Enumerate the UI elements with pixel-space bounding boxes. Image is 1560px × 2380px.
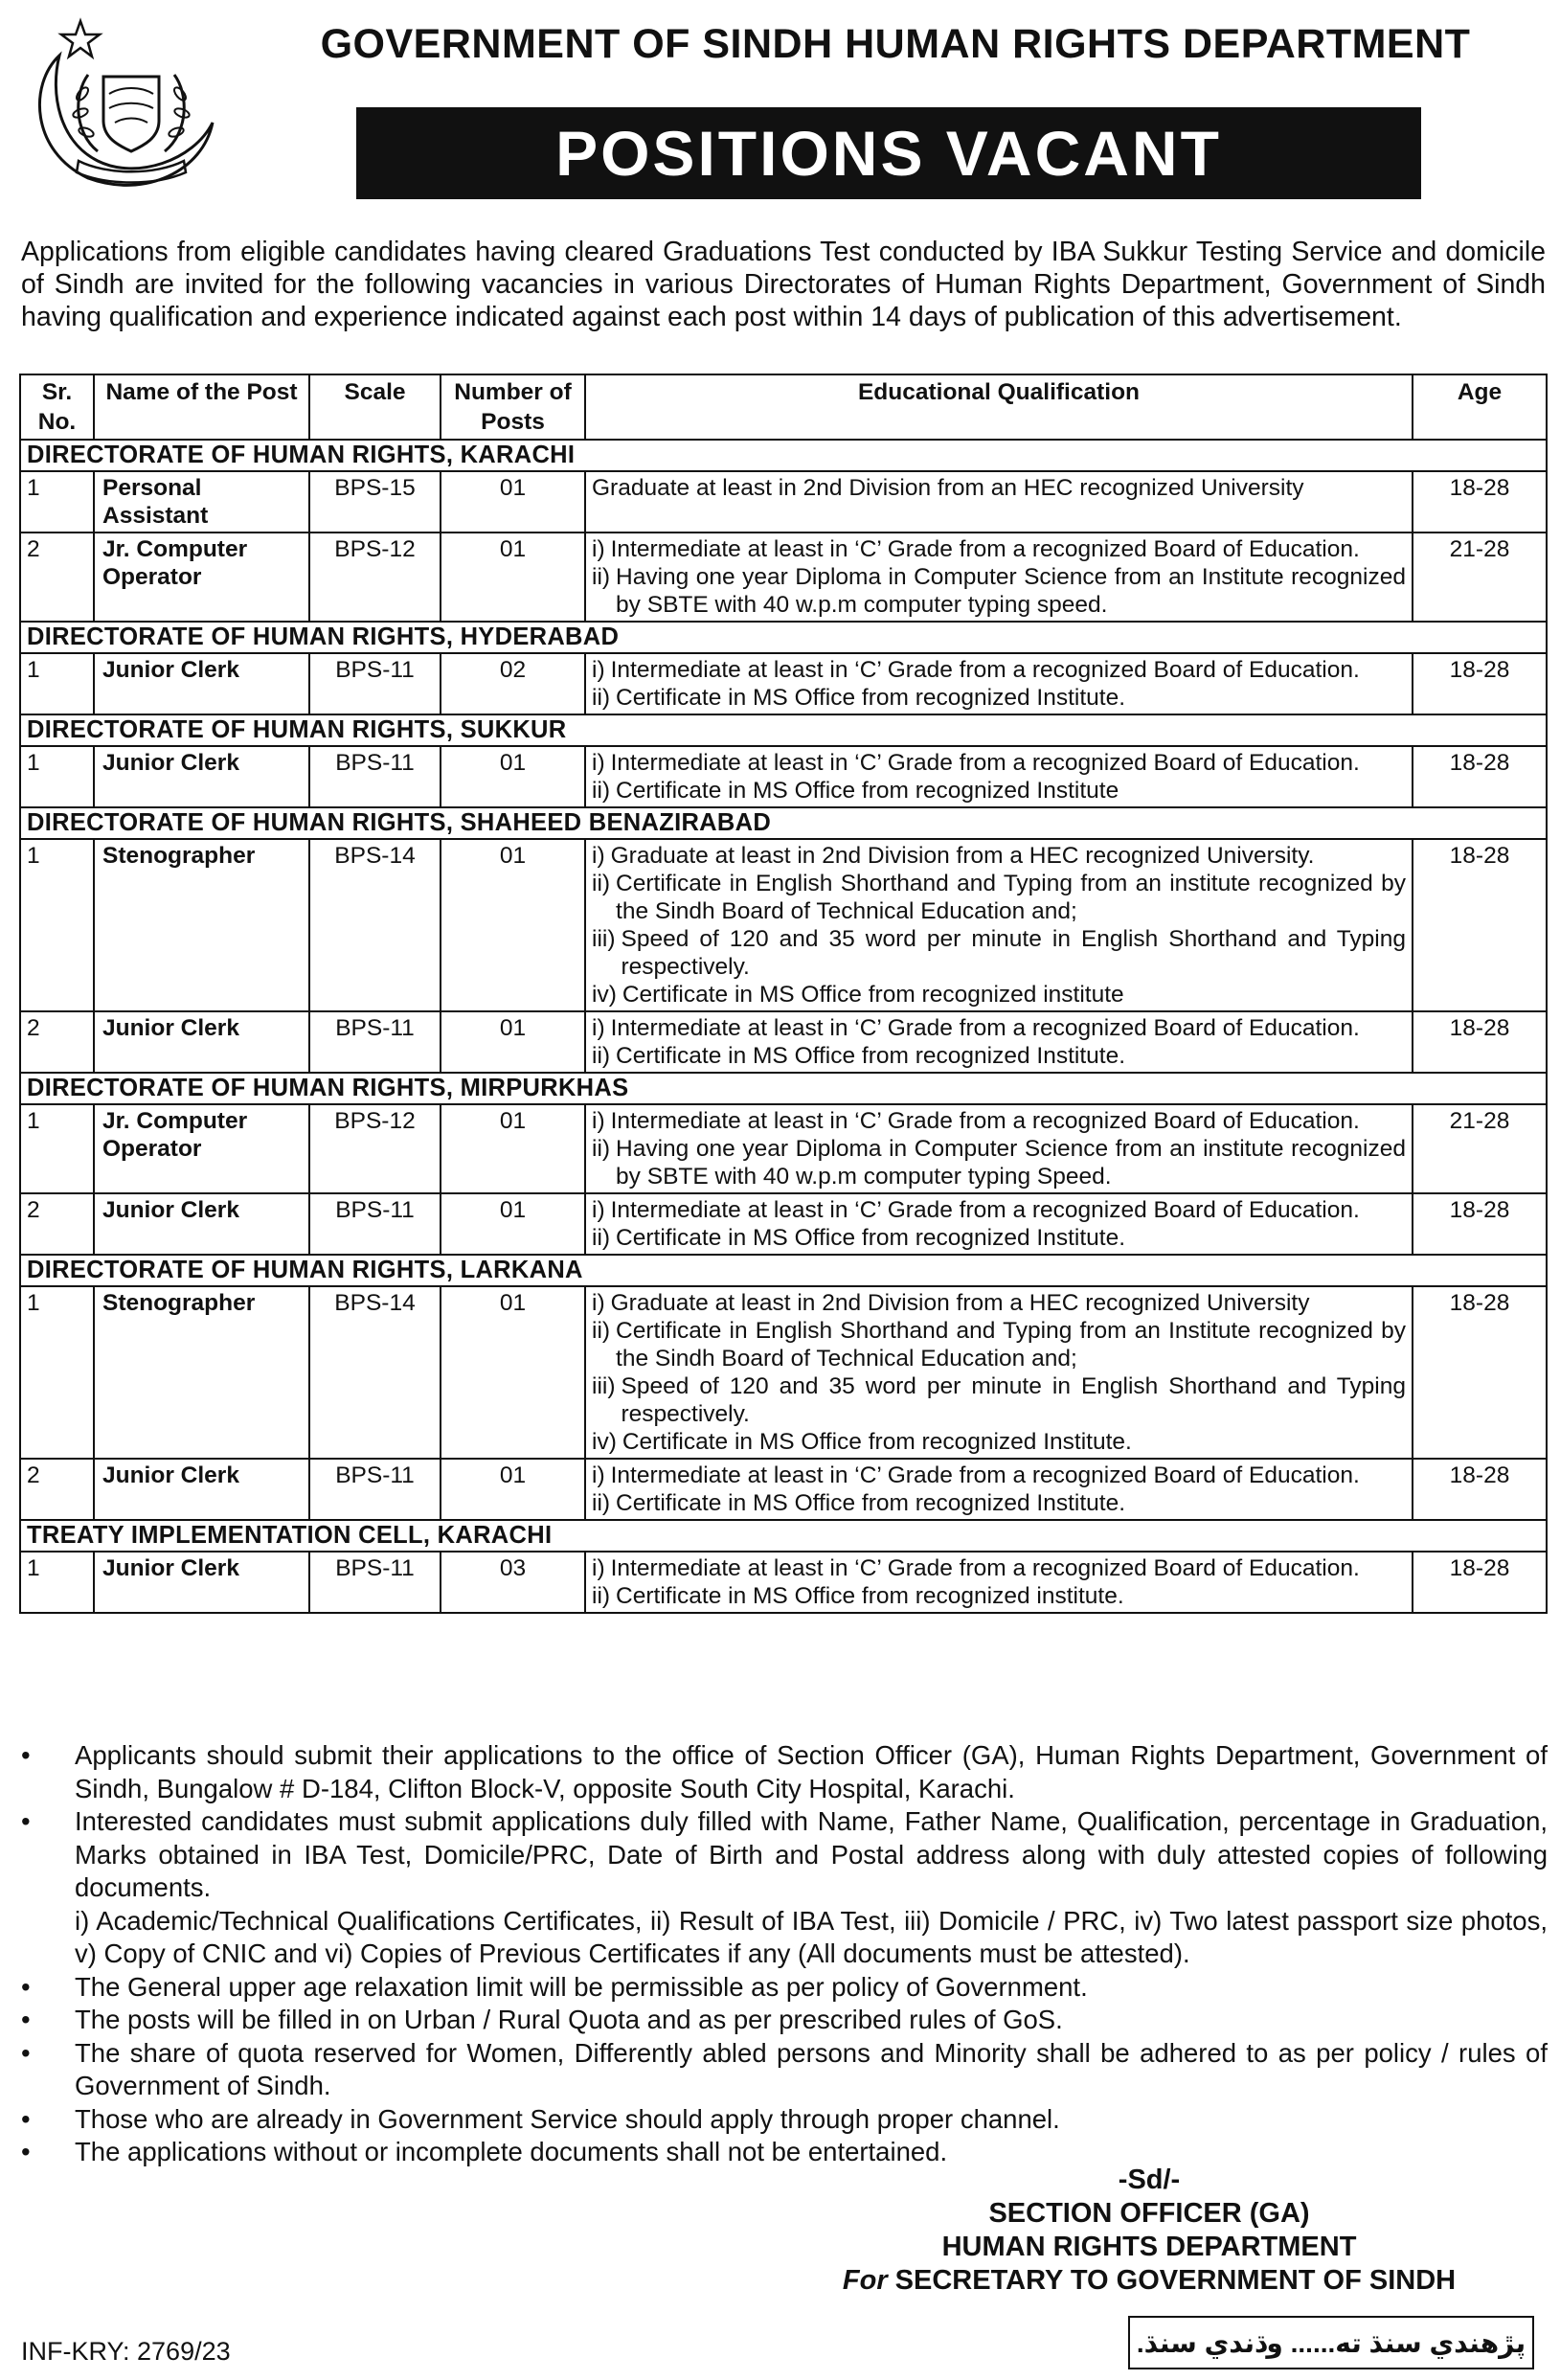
qualification-text: Intermediate at least in ‘C’ Grade from a recognized Board of Education. — [610, 750, 1360, 776]
cell-scale: BPS-11 — [309, 1459, 441, 1520]
qualification-number: ii) — [592, 1225, 611, 1251]
cell-number-of-posts: 01 — [441, 1011, 585, 1073]
cell-number-of-posts: 01 — [441, 1193, 585, 1255]
cell-scale: BPS-14 — [309, 839, 441, 1011]
bullet-icon: • — [21, 1740, 31, 1770]
qualification-text: Graduate at least in 2nd Division from a HEC recognized University — [610, 1290, 1310, 1316]
qualification-number: ii) — [592, 1490, 611, 1516]
cell-scale: BPS-11 — [309, 1011, 441, 1073]
qualification-item — [592, 1135, 1406, 1190]
cell-qualification — [585, 1459, 1413, 1520]
cell-sr-no: 2 — [20, 1011, 94, 1073]
qualification-text: Having one year Diploma in Computer Science from an institute recognized by SBTE with 40 w.p.m computer typing Speed. — [616, 1136, 1406, 1190]
instruction-text: The share of quota reserved for Women, Differently abled persons and Minority shall be adhered to as per policy / rules of Government of Sindh. — [75, 2037, 1548, 2100]
qualification-item — [592, 1372, 1406, 1428]
vacancies-table-body — [20, 440, 1547, 1613]
qualification-item — [592, 981, 1406, 1009]
section-header-row — [20, 440, 1547, 471]
cell-age: 18-28 — [1413, 839, 1547, 1011]
section-title: DIRECTORATE OF HUMAN RIGHTS, SUKKUR — [20, 714, 1547, 746]
qualification-text: Certificate in MS Office from recognized Institute. — [616, 1225, 1126, 1251]
cell-age: 21-28 — [1413, 533, 1547, 622]
cell-scale: BPS-11 — [309, 1552, 441, 1613]
qualification-item — [592, 1014, 1406, 1042]
qualification-text: Intermediate at least in ‘C’ Grade from a recognized Board of Education. — [610, 1462, 1360, 1488]
qualification-text: Speed of 120 and 35 word per minute in English Shorthand and Typing respectively. — [621, 1373, 1406, 1427]
cell-age: 18-28 — [1413, 746, 1547, 807]
cell-age: 21-28 — [1413, 1104, 1547, 1193]
intro-paragraph: Applications from eligible candidates having cleared Graduations Test conducted by IBA Sukkur Testing Service and domicile of Sindh are invited for the following vacancies in various Directorates of Human Rights Department, Government of Sindh having qualification and experience indicated against each post within 14 days of publication of this advertisement. — [21, 237, 1546, 332]
sindhi-slogan-box — [1128, 2316, 1534, 2369]
cell-qualification — [585, 746, 1413, 807]
cell-scale: BPS-12 — [309, 1104, 441, 1193]
bullet-icon: • — [21, 1806, 31, 1836]
cell-number-of-posts: 01 — [441, 471, 585, 533]
signature-for-text: SECRETARY TO GOVERNMENT OF SINDH — [894, 2265, 1457, 2296]
qualification-item — [592, 1582, 1406, 1610]
qualification-text: Graduate at least in 2nd Division from a HEC recognized University. — [610, 843, 1315, 869]
instructions-list — [21, 1739, 1548, 2169]
cell-qualification — [585, 533, 1413, 622]
signature-for-word: For — [842, 2265, 888, 2296]
table-row — [20, 1286, 1547, 1459]
qualification-item — [592, 1196, 1406, 1224]
qualification-number: i) — [592, 1290, 605, 1316]
cell-qualification — [585, 1552, 1413, 1613]
positions-vacant-banner: POSITIONS VACANT — [356, 107, 1421, 199]
cell-sr-no: 1 — [20, 471, 94, 533]
qualification-item — [592, 1317, 1406, 1372]
instruction-item — [21, 1739, 1548, 1805]
qualification-item — [592, 842, 1406, 870]
table-row — [20, 471, 1547, 533]
cell-sr-no: 1 — [20, 746, 94, 807]
qualification-text: Intermediate at least in ‘C’ Grade from a recognized Board of Education. — [610, 657, 1360, 683]
qualification-item — [592, 777, 1406, 805]
qualification-number: i) — [592, 1197, 605, 1223]
cell-age: 18-28 — [1413, 653, 1547, 714]
qualification-item — [592, 684, 1406, 712]
instruction-text: Interested candidates must submit applications duly filled with Name, Father Name, Qualification, percentage in Graduation, Marks obtained in IBA Test, Domicile/PRC, Date of Birth and Postal address along with duly attested copies of following documents. — [75, 1806, 1548, 1902]
cell-sr-no: 2 — [20, 1193, 94, 1255]
cell-post-name: Stenographer — [94, 839, 309, 1011]
cell-qualification — [585, 839, 1413, 1011]
cell-scale: BPS-11 — [309, 1193, 441, 1255]
vacancies-table — [19, 374, 1548, 1614]
qualification-text: Intermediate at least in ‘C’ Grade from a recognized Board of Education. — [610, 1108, 1360, 1134]
cell-sr-no: 2 — [20, 533, 94, 622]
government-of-sindh-emblem-icon — [21, 17, 234, 188]
qualification-item — [592, 925, 1406, 981]
qualification-number: ii) — [592, 564, 611, 590]
qualification-text: Having one year Diploma in Computer Science from an Institute recognized by SBTE with 40 w.p.m computer typing speed. — [616, 564, 1406, 618]
qualification-text: Intermediate at least in ‘C’ Grade from a recognized Board of Education. — [610, 1015, 1360, 1041]
section-header-row — [20, 714, 1547, 746]
qualification-number: iv) — [592, 982, 617, 1008]
section-title: DIRECTORATE OF HUMAN RIGHTS, HYDERABAD — [20, 622, 1547, 653]
signature-block — [785, 2164, 1513, 2298]
cell-post-name: Stenographer — [94, 1286, 309, 1459]
header-sr-no: Sr. No. — [20, 374, 94, 440]
bullet-icon: • — [21, 2037, 31, 2068]
cell-number-of-posts: 02 — [441, 653, 585, 714]
cell-scale: BPS-15 — [309, 471, 441, 533]
qualification-number: ii) — [592, 1318, 611, 1344]
qualification-number: i) — [592, 1462, 605, 1488]
qualification-text: Certificate in English Shorthand and Typing from an Institute recognized by the Sindh Board of Technical Education and; — [616, 1318, 1406, 1371]
cell-age: 18-28 — [1413, 1552, 1547, 1613]
cell-qualification — [585, 1011, 1413, 1073]
section-title: TREATY IMPLEMENTATION CELL, KARACHI — [20, 1520, 1547, 1552]
qualification-number: iii) — [592, 926, 616, 952]
cell-qualification — [585, 653, 1413, 714]
instruction-item — [21, 1971, 1548, 2005]
cell-post-name: Jr. Computer Operator — [94, 1104, 309, 1193]
signature-for-line — [785, 2264, 1513, 2298]
required-documents-list: i) Academic/Technical Qualifications Certificates, ii) Result of IBA Test, iii) Domicile / PRC, iv) Two latest passport size photos, v) Copy of CNIC and vi) Copies of Previous Certificates if any (All documents must be attested). — [75, 1905, 1548, 1968]
header-post-name: Name of the Post — [94, 374, 309, 440]
cell-age: 18-28 — [1413, 1286, 1547, 1459]
cell-age: 18-28 — [1413, 471, 1547, 533]
qualification-number: ii) — [592, 871, 611, 896]
cell-sr-no: 1 — [20, 653, 94, 714]
table-row — [20, 653, 1547, 714]
bullet-icon: • — [21, 2103, 31, 2134]
instruction-text: The General upper age relaxation limit will be permissible as per policy of Government. — [75, 1971, 1088, 2002]
section-title: DIRECTORATE OF HUMAN RIGHTS, MIRPURKHAS — [20, 1073, 1547, 1104]
table-row — [20, 839, 1547, 1011]
instruction-item — [21, 1805, 1548, 1971]
qualification-item — [592, 749, 1406, 777]
cell-number-of-posts: 03 — [441, 1552, 585, 1613]
qualification-item — [592, 563, 1406, 619]
qualification-item — [592, 474, 1406, 502]
instruction-text: Those who are already in Government Service should apply through proper channel. — [75, 2103, 1060, 2134]
table-row — [20, 1552, 1547, 1613]
cell-sr-no: 1 — [20, 1286, 94, 1459]
cell-age: 18-28 — [1413, 1011, 1547, 1073]
cell-sr-no: 1 — [20, 1104, 94, 1193]
instruction-item — [21, 2103, 1548, 2137]
qualification-text: Certificate in MS Office from recognized institute — [622, 982, 1124, 1008]
qualification-number: ii) — [592, 685, 611, 711]
qualification-text: Certificate in MS Office from recognized institute. — [616, 1583, 1124, 1609]
qualification-number: ii) — [592, 778, 611, 804]
section-header-row — [20, 1073, 1547, 1104]
qualification-number: iv) — [592, 1429, 617, 1455]
section-header-row — [20, 807, 1547, 839]
qualification-item — [592, 1224, 1406, 1252]
cell-post-name: Junior Clerk — [94, 653, 309, 714]
table-row — [20, 1011, 1547, 1073]
header-number-of-posts: Number of Posts — [441, 374, 585, 440]
qualification-item — [592, 1554, 1406, 1582]
qualification-number: i) — [592, 1555, 605, 1581]
cell-number-of-posts: 01 — [441, 839, 585, 1011]
qualification-number: i) — [592, 843, 605, 869]
qualification-item — [592, 1462, 1406, 1489]
qualification-text: Certificate in MS Office from recognized Institute. — [616, 1043, 1126, 1069]
qualification-text: Certificate in MS Office from recognized Institute. — [616, 685, 1126, 711]
cell-qualification — [585, 1193, 1413, 1255]
cell-age: 18-28 — [1413, 1193, 1547, 1255]
qualification-text: Speed of 120 and 35 word per minute in English Shorthand and Typing respectively. — [621, 926, 1406, 980]
cell-sr-no: 2 — [20, 1459, 94, 1520]
section-header-row — [20, 1255, 1547, 1286]
cell-sr-no: 1 — [20, 839, 94, 1011]
sindhi-slogan: پڙهندي سنڌ ته...... وڌندي سنڌ. — [1136, 2327, 1526, 2358]
qualification-text: Certificate in MS Office from recognized Institute. — [616, 1490, 1126, 1516]
cell-number-of-posts: 01 — [441, 1459, 585, 1520]
cell-number-of-posts: 01 — [441, 1286, 585, 1459]
section-header-row — [20, 622, 1547, 653]
qualification-text: Intermediate at least in ‘C’ Grade from a recognized Board of Education. — [610, 1555, 1360, 1581]
table-header-row — [20, 374, 1547, 440]
reference-number: INF-KRY: 2769/23 — [21, 2337, 231, 2366]
table-row — [20, 746, 1547, 807]
qualification-number: iii) — [592, 1373, 616, 1399]
section-title: DIRECTORATE OF HUMAN RIGHTS, SHAHEED BENAZIRABAD — [20, 807, 1547, 839]
qualification-number: ii) — [592, 1043, 611, 1069]
cell-scale: BPS-14 — [309, 1286, 441, 1459]
header-scale: Scale — [309, 374, 441, 440]
section-title: DIRECTORATE OF HUMAN RIGHTS, LARKANA — [20, 1255, 1547, 1286]
signature-department: HUMAN RIGHTS DEPARTMENT — [941, 2232, 1357, 2262]
section-header-row — [20, 1520, 1547, 1552]
qualification-number: i) — [592, 657, 605, 683]
cell-scale: BPS-11 — [309, 746, 441, 807]
qualification-number: i) — [592, 750, 605, 776]
cell-qualification — [585, 1286, 1413, 1459]
qualification-item — [592, 1489, 1406, 1517]
qualification-text: Graduate at least in 2nd Division from an HEC recognized University — [592, 475, 1304, 501]
cell-qualification — [585, 471, 1413, 533]
table-row — [20, 1459, 1547, 1520]
qualification-item — [592, 1042, 1406, 1070]
cell-number-of-posts: 01 — [441, 746, 585, 807]
cell-post-name: Jr. Computer Operator — [94, 533, 309, 622]
qualification-number: i) — [592, 1015, 605, 1041]
instruction-item — [21, 2037, 1548, 2103]
cell-qualification — [585, 1104, 1413, 1193]
department-title: GOVERNMENT OF SINDH HUMAN RIGHTS DEPARTMENT — [320, 21, 1471, 67]
table-row — [20, 533, 1547, 622]
qualification-number: ii) — [592, 1136, 611, 1162]
qualification-item — [592, 1428, 1406, 1456]
qualification-text: Certificate in English Shorthand and Typing from an institute recognized by the Sindh Board of Technical Education and; — [616, 871, 1406, 924]
cell-post-name: Personal Assistant — [94, 471, 309, 533]
cell-post-name: Junior Clerk — [94, 1011, 309, 1073]
qualification-item — [592, 1107, 1406, 1135]
bullet-icon: • — [21, 2005, 31, 2034]
qualification-text: Intermediate at least in ‘C’ Grade from a recognized Board of Education. — [610, 1197, 1360, 1223]
qualification-item — [592, 535, 1406, 563]
bullet-icon: • — [21, 2137, 31, 2166]
bullet-icon: • — [21, 1971, 31, 2002]
instruction-item — [21, 2004, 1548, 2037]
cell-post-name: Junior Clerk — [94, 1552, 309, 1613]
signature-designation: SECTION OFFICER (GA) — [988, 2198, 1310, 2229]
table-row — [20, 1193, 1547, 1255]
qualification-item — [592, 1289, 1406, 1317]
header-age: Age — [1413, 374, 1547, 440]
cell-number-of-posts: 01 — [441, 533, 585, 622]
qualification-number: i) — [592, 1108, 605, 1134]
cell-post-name: Junior Clerk — [94, 1193, 309, 1255]
cell-scale: BPS-12 — [309, 533, 441, 622]
instruction-text: The posts will be filled in on Urban / Rural Quota and as per prescribed rules of GoS. — [75, 2005, 1063, 2034]
qualification-text: Certificate in MS Office from recognized Institute. — [622, 1429, 1132, 1455]
section-title: DIRECTORATE OF HUMAN RIGHTS, KARACHI — [20, 440, 1547, 471]
instruction-text: Applicants should submit their applications to the office of Section Officer (GA), Human Rights Department, Government of Sindh, Bungalow # D-184, Clifton Block-V, opposite South City Hospital, Karachi. — [75, 1740, 1548, 1803]
header-qualification: Educational Qualification — [585, 374, 1413, 440]
instruction-text: The applications without or incomplete documents shall not be entertained. — [75, 2137, 948, 2166]
qualification-text: Intermediate at least in ‘C’ Grade from a recognized Board of Education. — [610, 536, 1360, 562]
cell-age: 18-28 — [1413, 1459, 1547, 1520]
cell-number-of-posts: 01 — [441, 1104, 585, 1193]
cell-sr-no: 1 — [20, 1552, 94, 1613]
signature-sd: -Sd/- — [1118, 2165, 1181, 2195]
table-row — [20, 1104, 1547, 1193]
qualification-text: Certificate in MS Office from recognized Institute — [616, 778, 1119, 804]
cell-scale: BPS-11 — [309, 653, 441, 714]
cell-post-name: Junior Clerk — [94, 1459, 309, 1520]
qualification-number: ii) — [592, 1583, 611, 1609]
qualification-item — [592, 870, 1406, 925]
cell-post-name: Junior Clerk — [94, 746, 309, 807]
qualification-number: i) — [592, 536, 605, 562]
qualification-item — [592, 656, 1406, 684]
